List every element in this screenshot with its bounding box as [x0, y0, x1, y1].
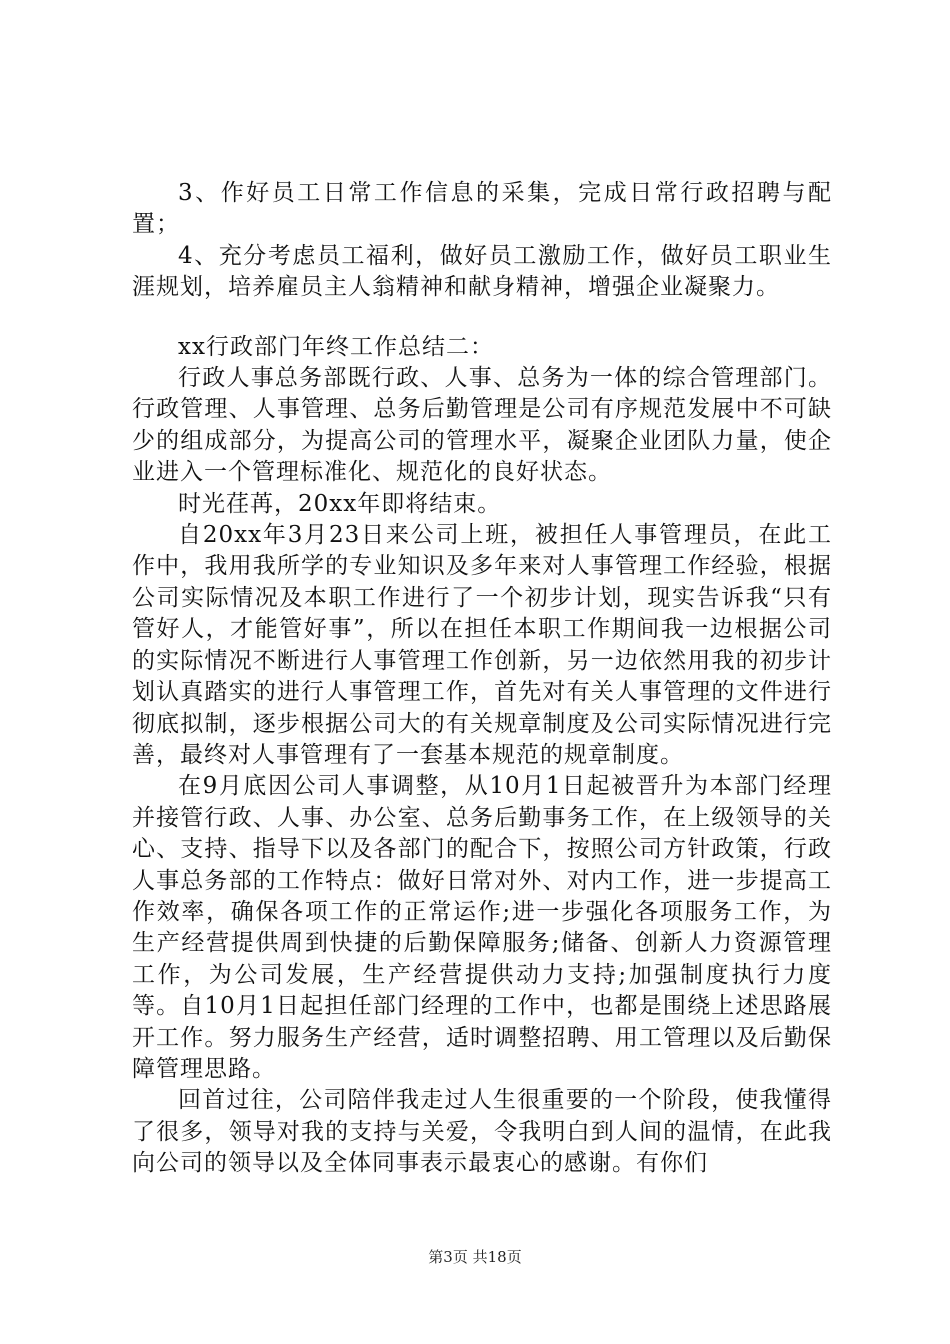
document-body	[132, 178, 832, 1180]
section-heading: xx行政部门年终工作总结二：	[178, 333, 494, 360]
paragraph-reflection: 回首过往，公司陪伴我走过人生很重要的一个阶段，使我懂得了很多，领导对我的支持与关爱，令我明白到人间的温情，在此我向公司的领导以及全体同事表示最衷心的感谢。有你们	[132, 1087, 832, 1177]
paragraph-item-3: 3、作好员工日常工作信息的采集，完成日常行政招聘与配置；	[132, 180, 832, 238]
paragraph-item-4: 4、充分考虑员工福利，做好员工激励工作，做好员工职业生涯规划，培养雇员主人翁精神和献身精神，增强企业凝聚力。	[132, 242, 832, 301]
paragraph-department-intro: 行政人事总务部既行政、人事、总务为一体的综合管理部门。行政管理、人事管理、总务后勤管理是公司有序规范发展中不可缺少的组成部分，为提高公司的管理水平，凝聚企业团队力量，使企业进入一个管理标准化、规范化的良好状态。	[132, 365, 832, 486]
paragraph-year-end: 时光荏苒，20xx年即将结束。	[178, 490, 502, 517]
page-number-footer: 第3页 共18页	[428, 1248, 522, 1266]
paragraph-promotion: 在9月底因公司人事调整，从10月1日起被晋升为本部门经理并接管行政、人事、办公室、总务后勤事务工作，在上级领导的关心、支持、指导下以及各部门的配合下，按照公司方针政策，行政人事总务部的工作特点：做好日常对外、对内工作，进一步提高工作效率，确保各项工作的正常运作;进一步强化各项服务工作，为生产经营提供周到快捷的后勤保障服务;储备、创新人力资源管理工作，为公司发展，生产经营提供动力支持;加强制度执行力度等。自10月1日起担任部门经理的工作中，也都是围绕上述思路展开工作。努力服务生产经营，适时调整招聘、用工管理以及后勤保障管理思路。	[132, 773, 832, 1082]
paragraph-hr-start: 自20xx年3月23日来公司上班，被担任人事管理员，在此工作中，我用我所学的专业知识及多年来对人事管理工作经验，根据公司实际情况及本职工作进行了一个初步计划，现实告诉我“只有管好人，才能管好事”，所以在担任本职工作期间我一边根据公司的实际情况不断进行人事管理工作创新，另一边依然用我的初步计划认真踏实的进行人事管理工作，首先对有关人事管理的文件进行彻底拟制，逐步根据公司大的有关规章制度及公司实际情况进行完善，最终对人事管理有了一套基本规范的规章制度。	[132, 522, 832, 768]
